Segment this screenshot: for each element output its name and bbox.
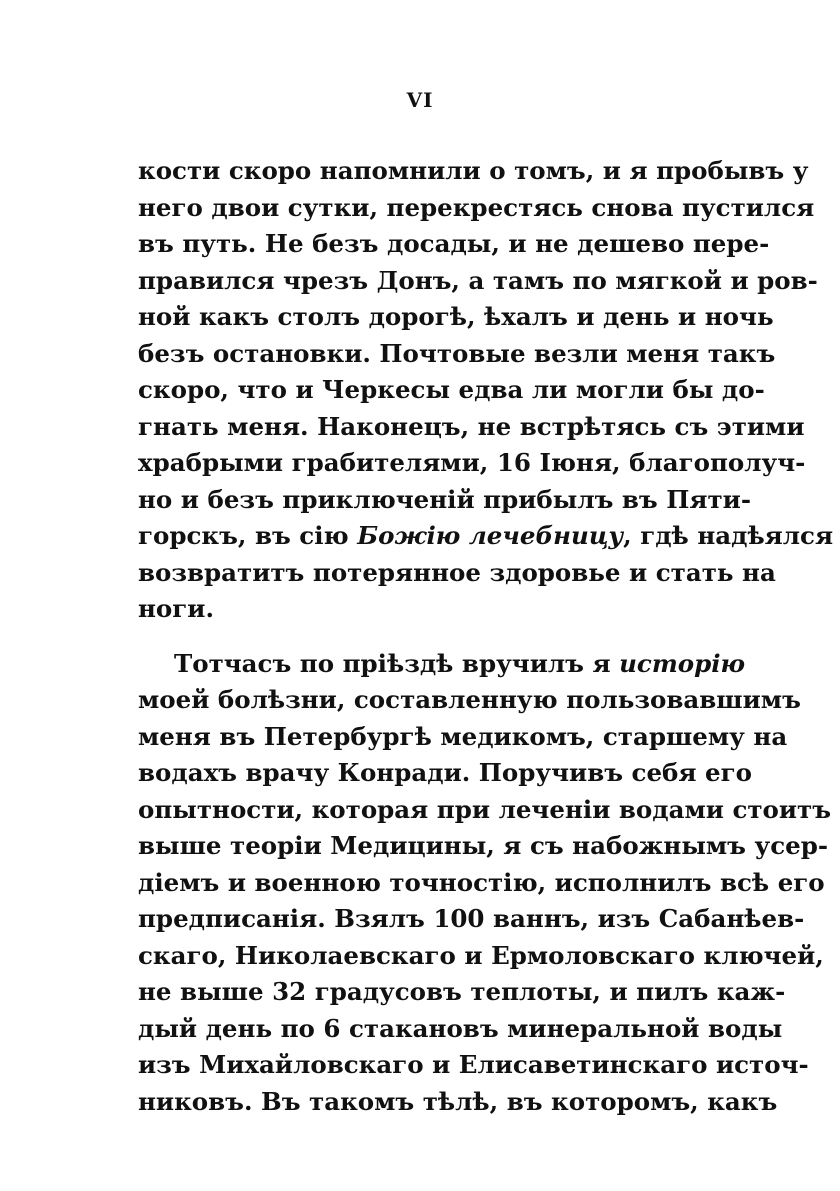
italic-emphasis: Божію лечебницу	[357, 521, 624, 550]
paragraph-1	[138, 153, 834, 628]
text-fragment: , гдѣ надѣялся	[623, 521, 834, 550]
text-line: изъ Михайловскаго и Елисаветинскаго источ-	[138, 1050, 809, 1079]
text-line: меня въ Петербургѣ медикомъ, старшему на	[138, 721, 788, 751]
text-line: него двои сутки, перекрестясь снова пустился	[138, 192, 815, 222]
text-line: моей болѣзни, составленную пользовавшимъ	[138, 685, 801, 714]
text-fragment: Тотчасъ по пріѣздѣ вручилъ я	[174, 648, 611, 678]
text-line: скоро, что и Черкесы едва ли могли бы до-	[138, 375, 765, 404]
text-line	[138, 518, 834, 555]
text-line: водахъ врачу Конради. Поручивъ себя его	[138, 758, 752, 787]
text-line: скаго, Николаевскаго и Ермоловскаго ключей,	[138, 940, 824, 970]
text-line: кости скоро напомнили о томъ, и я пробывъ у	[138, 156, 809, 185]
text-line: правился чрезъ Донъ, а тамъ по мягкой и ров-	[138, 265, 818, 295]
text-line: безъ остановки. Почтовые везли меня такъ	[138, 338, 776, 368]
text-line: выше теоріи Медицины, я съ набожнымъ усер-	[138, 831, 828, 860]
text-line: ной какъ столъ дорогѣ, ѣхалъ и день и ночь	[138, 302, 774, 331]
text-line: опытности, которая при леченіи водами стоитъ	[138, 794, 832, 824]
text-line: никовъ. Въ такомъ тѣлѣ, въ которомъ, какъ	[138, 1086, 778, 1116]
body-text	[138, 153, 834, 1120]
text-line: храбрыми грабителями, 16 Іюня, благополуч-	[138, 448, 806, 477]
text-line	[138, 646, 746, 683]
text-line: дый день по 6 стакановъ минеральной воды	[138, 1013, 783, 1043]
text-fragment: горскъ, въ сію	[138, 521, 349, 550]
paragraph-2	[138, 646, 832, 1121]
text-line: гнать меня. Наконецъ, не встрѣтясь съ этими	[138, 411, 805, 441]
text-line: предписанія. Взялъ 100 ваннъ, изъ Сабанѣев-	[138, 904, 805, 933]
text-line: діемъ и военною точностію, исполнилъ всѣ его	[138, 867, 825, 897]
italic-emphasis: исторію	[619, 648, 746, 678]
text-line: но и безъ приключеній прибылъ въ Пяти-	[138, 484, 752, 514]
text-line: ноги.	[138, 594, 214, 623]
text-line: въ путь. Не безъ досады, и не дешево пере-	[138, 229, 770, 258]
page-number: VI	[406, 88, 434, 112]
text-line: возвратитъ потерянное здоровье и стать на	[138, 557, 776, 587]
text-line: не выше 32 градусовъ теплоты, и пилъ каж-	[138, 977, 786, 1006]
